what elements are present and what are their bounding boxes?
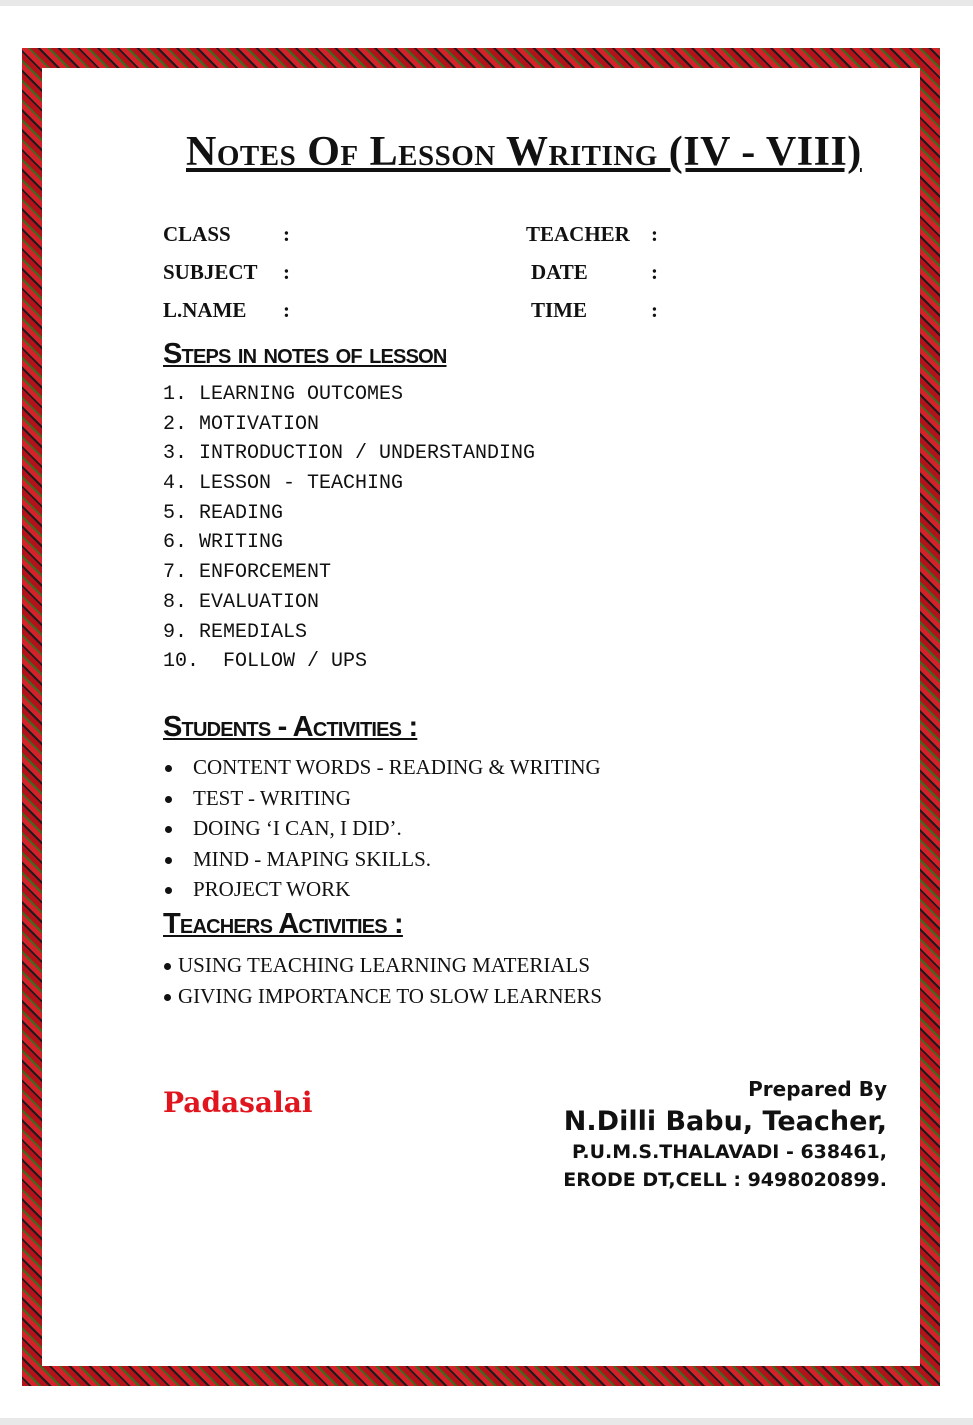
list-item: 9. REMEDIALS — [163, 620, 308, 644]
list-item: 3. INTRODUCTION / UNDERSTANDING — [163, 442, 536, 466]
list-item: 4. LESSON - TEACHING — [163, 472, 404, 496]
list-item: 1. LEARNING OUTCOMES — [163, 383, 404, 406]
list-item: GIVING IMPORTANCE TO SLOW LEARNERS — [163, 981, 602, 1012]
class-label: CLASS — [163, 222, 231, 246]
brand-logo-text: Padasalai — [163, 1086, 313, 1119]
list-item: 5. READING — [163, 501, 284, 525]
class-colon: : — [283, 222, 290, 246]
subject-label: SUBJECT — [163, 260, 258, 284]
teachers-list — [163, 950, 602, 1011]
subject-colon: : — [283, 260, 290, 284]
list-item: PROJECT WORK — [163, 874, 601, 905]
list-item: MIND - MAPING SKILLS. — [163, 844, 601, 875]
date-label: DATE — [531, 260, 588, 284]
students-heading: Students - Activities : — [163, 711, 418, 743]
page-title: Notes Of Lesson Writing (IV - VIII) — [186, 129, 862, 175]
lname-label: L.NAME — [163, 298, 247, 322]
date-colon: : — [651, 260, 658, 284]
time-label: TIME — [531, 298, 588, 322]
list-item: USING TEACHING LEARNING MATERIALS — [163, 950, 602, 981]
list-item: 2. MOTIVATION — [163, 412, 320, 436]
school-address: P.U.M.S.THALAVADI - 638461, — [571, 1141, 887, 1163]
list-item: 10. FOLLOW / UPS — [163, 650, 368, 674]
lname-colon: : — [283, 298, 290, 322]
steps-heading: Steps in notes of lesson — [163, 338, 447, 370]
teacher-colon: : — [651, 222, 658, 246]
steps-list — [163, 380, 535, 677]
list-item: CONTENT WORDS - READING & WRITING — [163, 752, 601, 783]
list-item: 7. ENFORCEMENT — [163, 561, 332, 585]
document-page — [0, 6, 973, 1418]
teachers-heading: Teachers Activities : — [163, 908, 403, 940]
students-list — [163, 752, 601, 905]
list-item: 8. EVALUATION — [163, 590, 320, 614]
prepared-by-label: Prepared By — [748, 1077, 887, 1101]
author-name: N.Dilli Babu, Teacher, — [563, 1106, 887, 1137]
time-colon: : — [651, 298, 658, 322]
teacher-label: TEACHER — [526, 222, 630, 246]
list-item: 6. WRITING — [163, 531, 284, 555]
list-item: TEST - WRITING — [163, 783, 601, 814]
list-item: DOING ‘I CAN, I DID’. — [163, 813, 601, 844]
contact-info: ERODE DT,CELL : 9498020899. — [563, 1169, 887, 1191]
